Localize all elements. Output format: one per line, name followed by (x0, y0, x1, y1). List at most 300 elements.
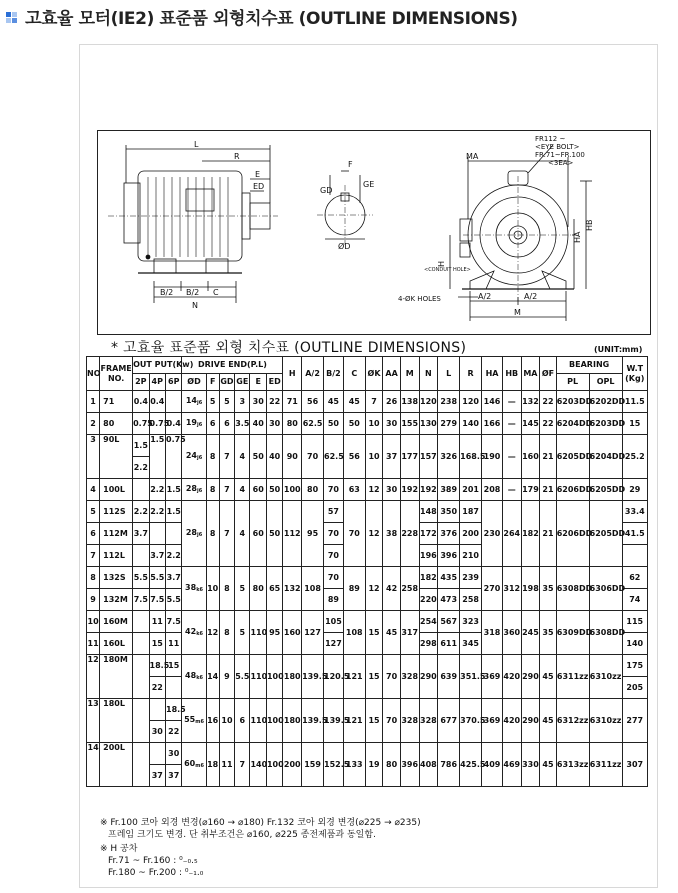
table-cell: 180M (100, 655, 133, 699)
table-cell: 8 (206, 435, 219, 479)
table-cell: 45 (343, 391, 365, 413)
table-cell: 45 (540, 655, 556, 699)
table-cell: 264 (502, 501, 521, 567)
eyebolt-note-2: <EYE BOLT> (535, 143, 580, 151)
table-cell: 80 (250, 567, 266, 611)
table-cell: 62.5 (324, 435, 344, 479)
col-h: H (283, 357, 302, 391)
table-cell: 369 (482, 655, 503, 699)
table-cell: 56 (302, 391, 324, 413)
table-cell: 238 (438, 391, 460, 413)
dim-label-ed: ED (253, 182, 265, 191)
table-cell: 290 (521, 655, 540, 699)
table-cell: 6206DD (556, 501, 589, 567)
table-cell: 245 (521, 611, 540, 655)
table-cell: 18.5 (149, 655, 165, 677)
table-row (87, 611, 648, 633)
table-cell (149, 699, 165, 721)
table-cell: 71 (283, 391, 302, 413)
table-cell: 190 (482, 435, 503, 479)
table-cell: 145 (521, 413, 540, 435)
table-cell: 7 (87, 545, 100, 567)
table-cell: 105 (324, 611, 344, 633)
table-cell: 198 (521, 567, 540, 611)
table-cell (133, 479, 149, 501)
table-cell: 420 (502, 655, 521, 699)
table-cell: 112L (100, 545, 133, 567)
dim-label-r: R (234, 152, 240, 161)
table-cell: 10 (87, 611, 100, 633)
table-cell: 30 (149, 721, 165, 743)
table-cell: 70 (383, 655, 401, 699)
table-cell (622, 545, 647, 567)
table-cell: 62 (622, 567, 647, 589)
col-ge: GE (235, 374, 250, 391)
table-cell: 166 (482, 413, 503, 435)
table-cell: 220 (419, 589, 438, 611)
dim-label-b2-left: B/2 (160, 288, 174, 297)
dim-label-a2-left: A/2 (478, 292, 492, 301)
col-frame: FRAME NO. (100, 357, 133, 391)
table-cell: 6203DD (589, 413, 622, 435)
table-cell: 6308DD (556, 567, 589, 611)
table-cell: 408 (419, 743, 438, 787)
table-cell: 22 (166, 721, 182, 743)
table-cell: 192 (419, 479, 438, 501)
table-cell: 160M (100, 611, 133, 633)
col-6p: 6P (166, 374, 182, 391)
table-cell: 8 (87, 567, 100, 589)
table-cell: 270 (482, 567, 503, 611)
table-cell: 120.5 (324, 655, 344, 699)
table-cell: 239 (460, 567, 482, 589)
table-cell: 63 (343, 479, 365, 501)
table-cell: 80 (283, 413, 302, 435)
table-cell: 7 (235, 743, 250, 787)
table-cell: 45 (383, 611, 401, 655)
table-cell: 132 (521, 391, 540, 413)
table-cell: 4 (235, 501, 250, 567)
table-cell: 5.5 (133, 567, 149, 589)
table-cell: 5 (235, 611, 250, 655)
table-cell: 140 (250, 743, 266, 787)
table-cell: 10 (206, 567, 219, 611)
table-cell: 65 (266, 567, 283, 611)
table-cell: 56 (343, 435, 365, 479)
table-cell: 6310zz (589, 699, 622, 743)
note-core-change: ※ Fr.100 코아 외경 변경(⌀160 → ⌀180) Fr.132 코아 외경 변경(⌀225 → ⌀235) (100, 818, 421, 828)
table-cell: 12 (365, 479, 383, 501)
table-cell (149, 523, 165, 545)
table-cell: 15 (166, 655, 182, 677)
table-cell: 5.5 (235, 655, 250, 699)
table-cell: 30 (383, 479, 401, 501)
table-cell: 50 (266, 501, 283, 567)
table-cell: 370.5 (460, 699, 482, 743)
table-cell: 155 (400, 413, 419, 435)
table-cell: 180 (283, 655, 302, 699)
col-ed: ED (266, 374, 283, 391)
table-cell: 10 (219, 699, 234, 743)
table-cell: 330 (521, 743, 540, 787)
table-cell: 160 (283, 611, 302, 655)
table-cell: 29 (622, 479, 647, 501)
table-cell: $38_{k6}$ (182, 567, 206, 611)
table-cell: 14 (87, 743, 100, 787)
table-cell: 326 (438, 435, 460, 479)
table-cell: 201 (460, 479, 482, 501)
table-cell: 18.5 (166, 699, 182, 721)
table-cell: 148 (419, 501, 438, 523)
table-cell: 100 (266, 743, 283, 787)
dim-label-phi-d: ØD (338, 242, 351, 251)
table-cell: 90L (100, 435, 133, 479)
conduit-hole-label: <CONDUIT HOLE> (424, 267, 471, 273)
table-cell: 8 (206, 501, 219, 567)
table-cell: 1 (87, 391, 100, 413)
note-h-tolerance: ※ H 공차 (100, 844, 138, 854)
table-row (87, 699, 648, 721)
table-cell: 7 (365, 391, 383, 413)
table-cell: $55_{m6}$ (182, 699, 206, 743)
table-cell: 130 (419, 413, 438, 435)
table-cell: 435 (438, 567, 460, 589)
dimension-table (86, 356, 648, 787)
table-cell: 140 (622, 633, 647, 655)
table-cell: $14_{j6}$ (182, 391, 206, 413)
table-cell: $19_{j6}$ (182, 413, 206, 435)
table-cell: 200 (283, 743, 302, 787)
table-cell: 50 (250, 435, 266, 479)
table-cell: 18 (206, 743, 219, 787)
col-output: OUT PUT(Kw) (133, 357, 182, 374)
col-phi-f: ØF (540, 357, 556, 391)
table-cell: 45 (540, 743, 556, 787)
table-cell: 208 (482, 479, 503, 501)
table-cell: 112M (100, 523, 133, 545)
col-opl: OPL (589, 374, 622, 391)
table-cell: 70 (343, 501, 365, 567)
table-cell: 0.75 (166, 435, 182, 479)
table-cell: 180 (283, 699, 302, 743)
table-cell: 5 (87, 501, 100, 523)
table-cell: — (502, 413, 521, 435)
table-cell: 100 (283, 479, 302, 501)
table-cell: 677 (438, 699, 460, 743)
table-cell: 6311zz (556, 655, 589, 699)
table-cell: 100 (266, 655, 283, 699)
dim-label-hb: HB (585, 219, 594, 231)
eyebolt-note-4: <3EA> (548, 159, 574, 167)
col-aa: AA (383, 357, 401, 391)
table-cell: 10 (365, 435, 383, 479)
table-cell: — (502, 479, 521, 501)
table-cell: 6308DD (589, 611, 622, 655)
table-cell: 1.5 (149, 435, 165, 479)
table-cell: 22 (540, 413, 556, 435)
table-cell: 639 (438, 655, 460, 699)
table-cell: — (502, 391, 521, 413)
table-cell: 70 (324, 523, 344, 545)
table-cell: 11 (87, 633, 100, 655)
table-cell: 1.5 (133, 435, 149, 457)
table-cell: 6310zz (589, 655, 622, 699)
col-c: C (343, 357, 365, 391)
table-row (87, 479, 648, 501)
table-cell: 26 (383, 391, 401, 413)
table-cell: 132 (283, 567, 302, 611)
col-l: L (438, 357, 460, 391)
table-cell: 258 (400, 567, 419, 611)
table-cell: 80 (302, 479, 324, 501)
table-row (87, 501, 648, 523)
table-cell: 1.5 (166, 479, 182, 501)
table-cell: 6204DD (589, 435, 622, 479)
table-cell: 1.5 (166, 501, 182, 523)
table-cell: 15 (365, 699, 383, 743)
col-ma: MA (521, 357, 540, 391)
table-cell: 317 (400, 611, 419, 655)
table-cell: 40 (266, 435, 283, 479)
table-cell: 11.5 (622, 391, 647, 413)
table-cell: 3.7 (166, 567, 182, 589)
table-cell: 5.5 (166, 589, 182, 611)
square-bullet-icon (6, 12, 17, 23)
table-cell: 258 (460, 589, 482, 611)
col-ha: HA (482, 357, 503, 391)
note-frame-change: 프레임 크기도 변경. 단 취부조건은 ⌀160, ⌀225 종전제품과 동일함. (108, 830, 376, 840)
dim-label-n: N (192, 301, 198, 310)
table-cell: 279 (438, 413, 460, 435)
dim-label-ma: MA (466, 152, 479, 161)
table-cell: 42 (383, 567, 401, 611)
table-cell: 5 (206, 391, 219, 413)
table-cell: 15 (149, 633, 165, 655)
table-cell: 290 (521, 699, 540, 743)
table-cell: 15 (365, 655, 383, 699)
table-cell: $60_{m6}$ (182, 743, 206, 787)
dim-label-gd: GD (320, 186, 333, 195)
dim-label-a2-right: A/2 (524, 292, 538, 301)
table-cell: 12 (365, 567, 383, 611)
table-cell: 3.7 (133, 523, 149, 545)
page-title: 고효율 모터(IE2) 표준품 외형치수표 (OUTLINE DIMENSIONS) (25, 8, 518, 29)
table-cell: 187 (460, 501, 482, 523)
table-cell: 567 (438, 611, 460, 633)
table-cell: 21 (540, 435, 556, 479)
table-cell: 345 (460, 633, 482, 655)
table-cell: 6311zz (589, 743, 622, 787)
table-cell: 16 (206, 699, 219, 743)
table-cell: 13 (87, 699, 100, 743)
table-cell: 57 (324, 501, 344, 523)
table-cell: 172 (419, 523, 438, 545)
table-cell: 35 (540, 567, 556, 611)
table-cell: 3 (87, 435, 100, 479)
table-cell: 473 (438, 589, 460, 611)
table-cell: 254 (419, 611, 438, 633)
table-cell: 350 (438, 501, 460, 523)
table-cell: 6 (235, 699, 250, 743)
table-cell: 21 (540, 479, 556, 501)
table-cell: 50 (266, 479, 283, 501)
col-pl: PL (556, 374, 589, 391)
col-a2: A/2 (302, 357, 324, 391)
table-cell: 160 (521, 435, 540, 479)
table-cell: 15 (622, 413, 647, 435)
col-gd: GD (219, 374, 234, 391)
table-cell: 70 (324, 567, 344, 589)
table-cell: 89 (324, 589, 344, 611)
table-cell: 420 (502, 699, 521, 743)
table-cell: 0.75 (149, 413, 165, 435)
table-cell: 6309DD (556, 611, 589, 655)
table-cell: 328 (400, 655, 419, 699)
table-cell: 2.2 (149, 501, 165, 523)
table-cell: 4 (235, 435, 250, 479)
table-cell: 30 (250, 391, 266, 413)
table-cell: 786 (438, 743, 460, 787)
table-cell: 175 (622, 655, 647, 677)
table-cell: 160L (100, 633, 133, 655)
table-cell: 6 (87, 523, 100, 545)
table-cell: 138 (400, 391, 419, 413)
table-cell: 90 (283, 435, 302, 479)
note-tol-180-200: Fr.180 ~ Fr.200 : ⁰₋₁.₀ (108, 868, 204, 878)
table-cell: 6 (219, 413, 234, 435)
side-view-drawing (108, 145, 278, 303)
table-cell: 277 (622, 699, 647, 743)
table-cell: 11 (149, 611, 165, 633)
table-cell: 6312zz (556, 699, 589, 743)
table-cell: 110 (250, 699, 266, 743)
col-k: ØK (365, 357, 383, 391)
table-cell: 298 (419, 633, 438, 655)
table-cell: 8 (206, 479, 219, 501)
table-row (87, 743, 648, 765)
table-cell: 0.4 (166, 413, 182, 435)
col-drive-end: DRIVE END(P.L) (182, 357, 283, 374)
table-cell (149, 743, 165, 765)
table-cell: 7 (219, 435, 234, 479)
table-cell: 100L (100, 479, 133, 501)
table-cell: 139.5 (324, 699, 344, 743)
table-cell: 21 (540, 501, 556, 567)
table-cell: 7 (219, 501, 234, 567)
table-cell: 182 (521, 501, 540, 567)
table-cell: 6205DD (589, 501, 622, 567)
table-cell (166, 391, 182, 413)
table-cell: 22 (266, 391, 283, 413)
dim-label-k-holes: 4-ØK HOLES (398, 295, 441, 303)
table-cell: 168.5 (460, 435, 482, 479)
table-cell: 290 (419, 655, 438, 699)
table-cell: 318 (482, 611, 503, 655)
table-cell: 74 (622, 589, 647, 611)
table-cell: 210 (460, 545, 482, 567)
table-cell: 80 (100, 413, 133, 435)
table-cell: 22 (149, 677, 165, 699)
front-view-drawing (450, 145, 592, 321)
table-cell: 95 (302, 501, 324, 567)
dim-label-ge: GE (363, 180, 375, 189)
table-cell: 7.5 (149, 589, 165, 611)
table-cell: $28_{j6}$ (182, 501, 206, 567)
dim-label-b2-right: B/2 (186, 288, 200, 297)
table-cell: 157 (419, 435, 438, 479)
table-cell: 351.5 (460, 655, 482, 699)
note-tol-71-160: Fr.71 ~ Fr.160 : ⁰₋₀.₅ (108, 856, 198, 866)
table-header-row-1 (87, 357, 648, 374)
table-cell: 146 (482, 391, 503, 413)
table-cell (166, 523, 182, 545)
table-cell: 0.4 (149, 391, 165, 413)
table-cell: 2.2 (166, 545, 182, 567)
table-cell: 30 (166, 743, 182, 765)
table-cell: 121 (343, 655, 365, 699)
table-cell: 5 (219, 391, 234, 413)
table-cell: 7 (219, 479, 234, 501)
table-cell: 10 (365, 413, 383, 435)
table-cell: 127 (302, 611, 324, 655)
table-cell: 45 (324, 391, 344, 413)
table-cell: 396 (400, 743, 419, 787)
dim-label-m: M (514, 308, 521, 317)
table-cell: 108 (343, 611, 365, 655)
table-cell: 6306DD (589, 567, 622, 611)
table-cell: 41.5 (622, 523, 647, 545)
table-cell: $48_{k6}$ (182, 655, 206, 699)
table-cell: 389 (438, 479, 460, 501)
col-phi-d: ØD (182, 374, 206, 391)
table-cell: 12 (365, 501, 383, 567)
table-cell: 133 (343, 743, 365, 787)
col-no: NO (87, 357, 100, 391)
table-cell: 70 (302, 435, 324, 479)
col-e: E (250, 374, 266, 391)
table-cell: 2.2 (133, 501, 149, 523)
table-cell: 4 (235, 479, 250, 501)
table-cell: 177 (400, 435, 419, 479)
table-cell: 3.7 (149, 545, 165, 567)
table-cell (133, 743, 149, 787)
table-cell: 71 (100, 391, 133, 413)
table-cell (133, 545, 149, 567)
table-cell: $42_{k6}$ (182, 611, 206, 655)
table-cell: 6202DD (589, 391, 622, 413)
dim-label-f: F (348, 160, 353, 169)
col-bearing: BEARING (556, 357, 622, 374)
table-cell: 3.5 (235, 413, 250, 435)
table-cell: 8 (219, 567, 234, 611)
table-cell: 115 (622, 611, 647, 633)
table-row (87, 567, 648, 589)
table-cell: 192 (400, 479, 419, 501)
table-row (87, 655, 648, 677)
col-2p: 2P (133, 374, 149, 391)
table-row (87, 435, 648, 457)
table-cell: 611 (438, 633, 460, 655)
table-cell: $24_{j6}$ (182, 435, 206, 479)
table-cell: 409 (482, 743, 503, 787)
table-cell: 323 (460, 611, 482, 633)
table-cell: 328 (400, 699, 419, 743)
table-cell: 80 (383, 743, 401, 787)
table-cell: 95 (266, 611, 283, 655)
table-cell: 120 (419, 391, 438, 413)
table-cell: 12 (87, 655, 100, 699)
table-cell: 60 (250, 479, 266, 501)
